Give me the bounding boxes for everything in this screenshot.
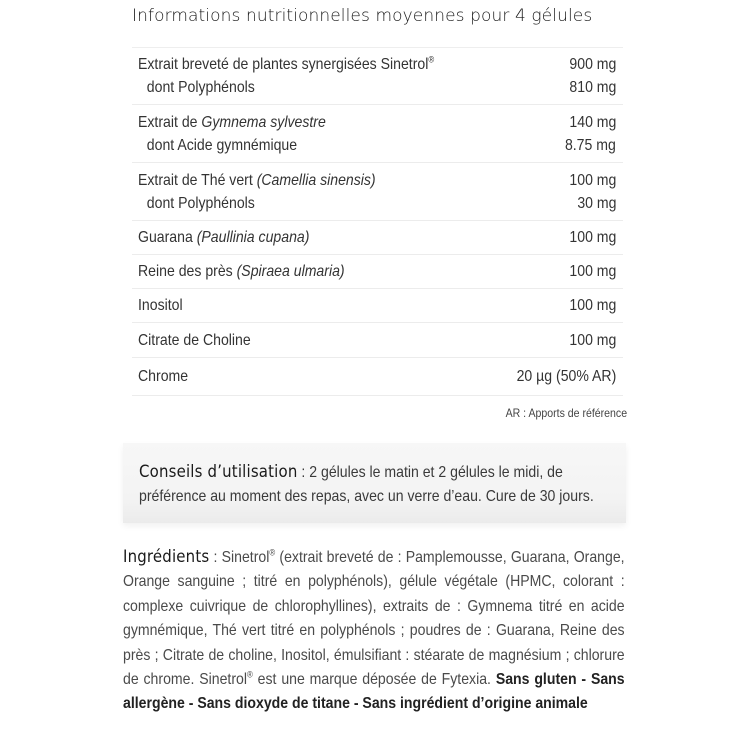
table-row [132, 48, 623, 105]
ingredient-name: Chrome [138, 368, 189, 385]
sub-ingredient-name: dont Polyphénols [146, 79, 255, 96]
table-row [132, 221, 623, 255]
table-row [132, 358, 623, 396]
reference-footnote: AR : Apports de référence [505, 406, 627, 420]
table-line [132, 53, 623, 76]
table-row [132, 255, 623, 289]
name-text: Guarana [138, 229, 197, 246]
ingredients-text-2: (extrait breveté de : Pamplemousse, Guarana, Orange, Orange sanguine ; titré en polyphénols), gélule végétale (HPMC, colorant : complexe cuivrique de chlorophyllines), extraits de : Gymnema titré en acide gymnémique, Thé vert titré en polyphénols ; poudres de : Guarana, Reine des près ; Citrate de choline, Inositol, émulsifiant : stéarate de magnésium ; chlorure de chrome. Sinetrol [123, 549, 625, 689]
table-row [132, 163, 623, 221]
table-line [132, 111, 623, 134]
table-subline [132, 192, 623, 215]
latin-name: (Spiraea ulmaria) [236, 263, 345, 280]
name-text: Extrait de [138, 113, 202, 131]
table-row [132, 323, 623, 358]
ingredient-name [138, 53, 434, 76]
ingredients-section [123, 545, 625, 717]
table-row [132, 289, 623, 323]
usage-advice-body: : 2 gélules le matin et 2 gélules le midi, de préférence au moment des repas, avec un verre d’eau. Cure de 30 jours. [139, 464, 594, 505]
latin-name: (Camellia sinensis) [256, 171, 376, 189]
sub-ingredient-value: 30 mg [576, 194, 616, 212]
ingredient-value: 100 mg [569, 297, 616, 314]
latin-name: (Paullinia cupana) [196, 229, 310, 246]
table-subline [132, 134, 623, 157]
name-text: Extrait de Thé vert [138, 171, 257, 189]
ingredient-name [138, 169, 376, 192]
usage-advice-text [139, 460, 624, 509]
ingredient-name: Citrate de Choline [138, 331, 251, 349]
table-line [132, 169, 623, 192]
free-from-claims: Sans gluten - Sans allergène - Sans dioxyde de titane - Sans ingrédient d’origine animale [123, 671, 625, 713]
table-line [132, 365, 623, 388]
table-line [132, 329, 623, 352]
ingredient-value: 100 mg [569, 171, 616, 189]
sub-ingredient-name: dont Acide gymnémique [146, 136, 298, 154]
name-text: Extrait breveté de plantes synergisées Sinetrol [138, 56, 429, 73]
sub-ingredient-name: dont Polyphénols [146, 194, 255, 212]
table-line [132, 260, 623, 283]
ingredient-name [138, 260, 345, 283]
usage-advice-inner [139, 460, 624, 509]
ingredients-heading: Ingrédients [123, 547, 210, 567]
name-text: Reine des près [138, 263, 237, 280]
ingredient-value: 100 mg [569, 263, 616, 280]
table-row [132, 105, 623, 163]
ingredients-text-1: : Sinetrol [209, 549, 270, 566]
ingredient-name [138, 111, 326, 134]
registered-mark: ® [269, 547, 276, 558]
ingredient-name [138, 226, 309, 249]
usage-advice-box [123, 443, 626, 523]
latin-name: Gymnema sylvestre [201, 113, 326, 131]
page-title: Informations nutritionnelles moyennes pour 4 gélules [132, 6, 593, 26]
registered-mark: ® [428, 54, 435, 65]
table-line [132, 226, 623, 249]
ingredient-name: Inositol [138, 297, 183, 314]
sub-ingredient-value: 810 mg [569, 79, 616, 96]
registered-mark: ® [246, 669, 253, 680]
nutrition-table [132, 47, 623, 396]
usage-advice-heading: Conseils d’utilisation [139, 462, 298, 482]
table-subline [132, 76, 623, 99]
sub-ingredient-value: 8.75 mg [565, 136, 616, 154]
ingredients-text-3: est une marque déposée de Fytexia. [252, 671, 496, 689]
table-line [132, 294, 623, 317]
ingredient-value: 100 mg [569, 331, 616, 349]
ingredient-value: 900 mg [569, 56, 616, 73]
ingredients-text [123, 545, 625, 717]
ingredient-value: 140 mg [569, 113, 616, 131]
ingredient-value: 100 mg [569, 229, 616, 246]
ingredient-value: 20 µg (50% AR) [516, 368, 616, 385]
